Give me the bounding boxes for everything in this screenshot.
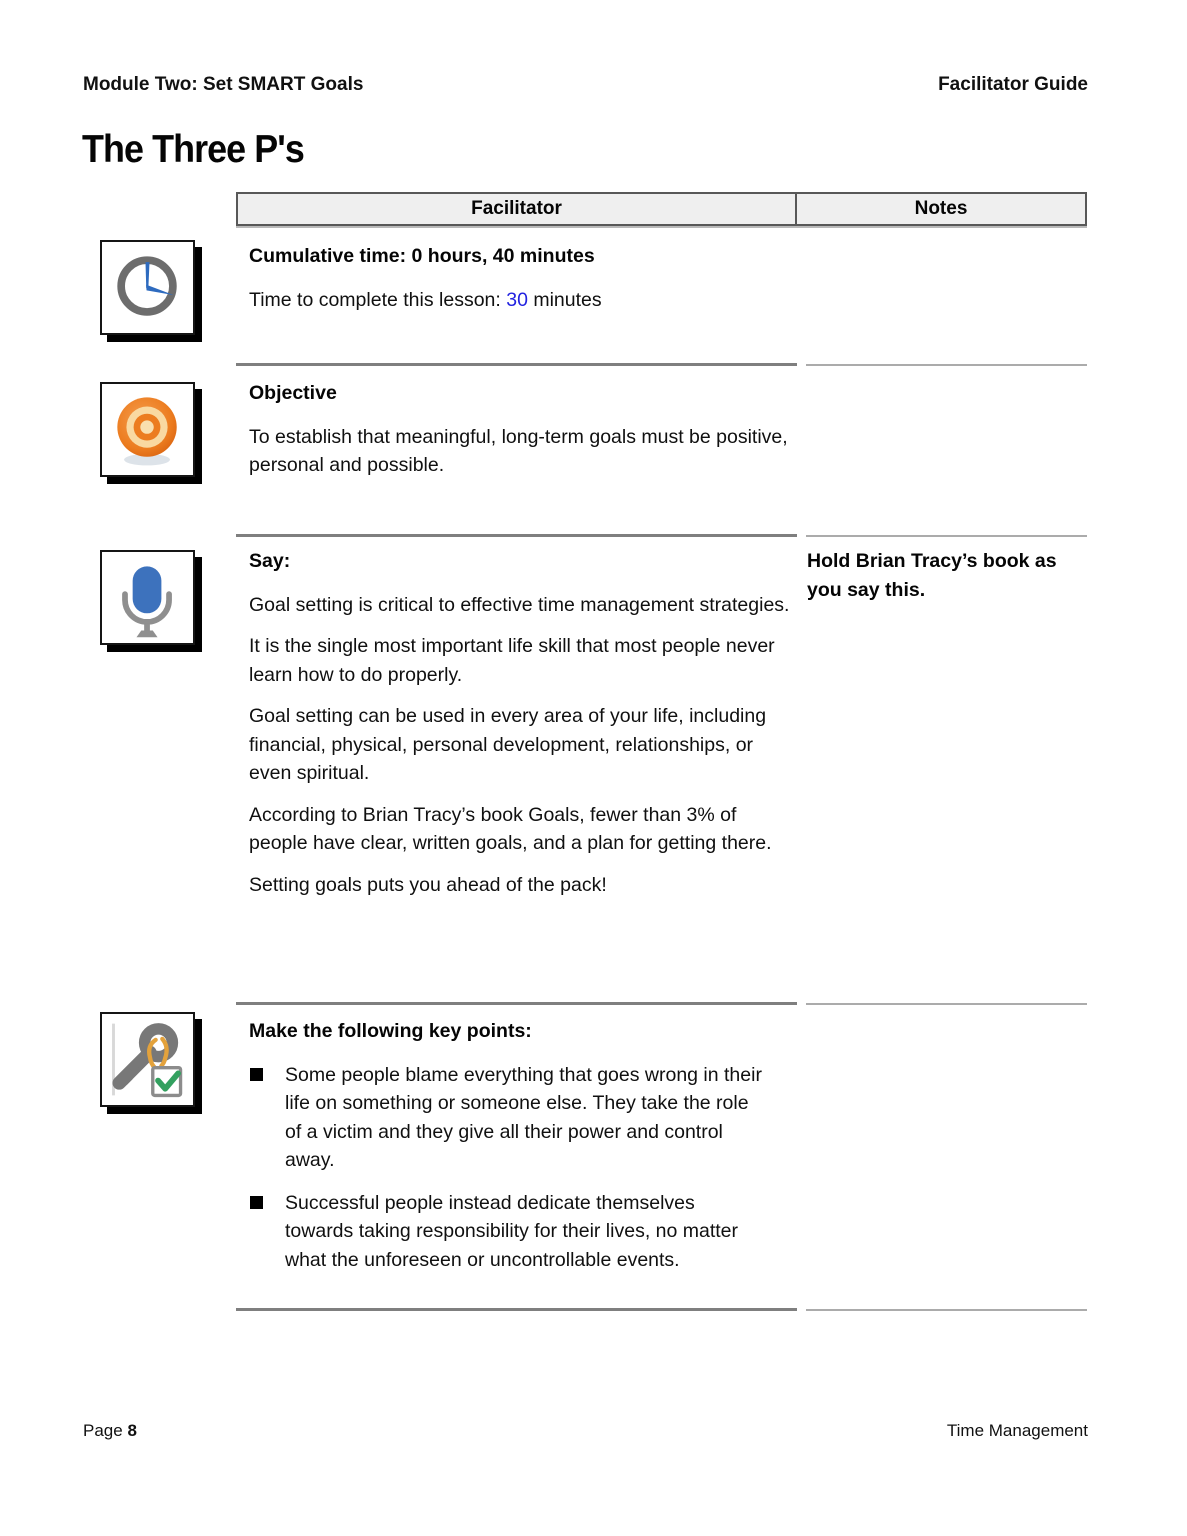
- key-checklist-icon-graphic: [102, 1014, 193, 1105]
- objective-heading: Objective: [249, 382, 337, 404]
- footer-page-number: [83, 1421, 137, 1441]
- objective-body: To establish that meaningful, long-term goals must be positive, personal and possible.: [249, 425, 788, 476]
- square-bullet-icon: [250, 1068, 263, 1081]
- table-row-objective: [236, 366, 1087, 534]
- footer-doc-name: Time Management: [946, 1421, 1088, 1440]
- table-row-say: [236, 537, 1087, 1002]
- facilitator-cell: [236, 537, 797, 1002]
- lesson-time-suffix: minutes: [527, 288, 602, 311]
- say-paragraph: Goal setting is critical to effective time management strategies.: [249, 593, 790, 616]
- notes-cell: [797, 366, 1087, 534]
- facilitator-cell: [236, 1005, 797, 1308]
- lesson-time-prefix: Time to complete this lesson:: [249, 288, 507, 311]
- header-doc-title: Facilitator Guide: [938, 74, 1088, 95]
- key-points-heading: Make the following key points:: [249, 1020, 532, 1042]
- facilitator-cell: [236, 366, 797, 534]
- clock-icon-graphic: [102, 242, 193, 333]
- table-header-row: [236, 192, 1087, 226]
- microphone-icon: [100, 550, 195, 645]
- facilitator-note: Hold Brian Tracy’s book as you say this.: [807, 550, 1057, 601]
- key-point-text: Some people blame everything that goes wrong in their life on something or someone else. They take the role of a victim and they give all their power and control away.: [285, 1063, 762, 1171]
- microphone-icon-graphic: [102, 552, 193, 643]
- lesson-minutes-value: 30: [506, 288, 528, 311]
- say-paragraph: It is the single most important life skill that most people never learn how to do properly.: [249, 635, 775, 686]
- table-row-key-points: [236, 1005, 1087, 1308]
- target-icon: [100, 382, 195, 477]
- notes-cell: [797, 537, 1087, 1002]
- say-paragraph: According to Brian Tracy’s book Goals, fewer than 3% of people have clear, written goals, and a plan for getting there.: [249, 803, 772, 854]
- header-module-title: Module Two: Set SMART Goals: [83, 74, 364, 95]
- say-paragraph: Setting goals puts you ahead of the pack!: [249, 873, 607, 896]
- key-checklist-icon: [100, 1012, 195, 1107]
- notes-cell: [797, 226, 1087, 363]
- column-header-facilitator: Facilitator: [238, 194, 797, 224]
- target-icon-graphic: [102, 384, 193, 475]
- footer-page-value: 8: [127, 1421, 137, 1440]
- column-header-notes: Notes: [914, 198, 968, 219]
- row-divider: [236, 1308, 1087, 1311]
- footer-page-label: Page: [83, 1421, 128, 1440]
- lesson-time-line: [249, 286, 791, 315]
- say-heading: Say:: [249, 550, 291, 572]
- facilitator-table: [236, 192, 1087, 1311]
- square-bullet-icon: [250, 1196, 263, 1209]
- key-point-item: [249, 1061, 791, 1175]
- key-point-text: Successful people instead dedicate themselves towards taking responsibility for their lives, no matter what the unforeseen or uncontrollable events.: [285, 1191, 739, 1271]
- say-paragraph: Goal setting can be used in every area of your life, including financial, physical, personal development, relationships, or even spiritual.: [249, 705, 767, 784]
- page-title: The Three P's: [82, 128, 304, 171]
- key-point-item: [249, 1189, 791, 1275]
- cumulative-time-heading: Cumulative time: 0 hours, 40 minutes: [249, 245, 595, 267]
- notes-cell: [797, 1005, 1087, 1308]
- table-row-cumulative-time: [236, 226, 1087, 363]
- facilitator-cell: [236, 226, 797, 363]
- clock-icon: [100, 240, 195, 335]
